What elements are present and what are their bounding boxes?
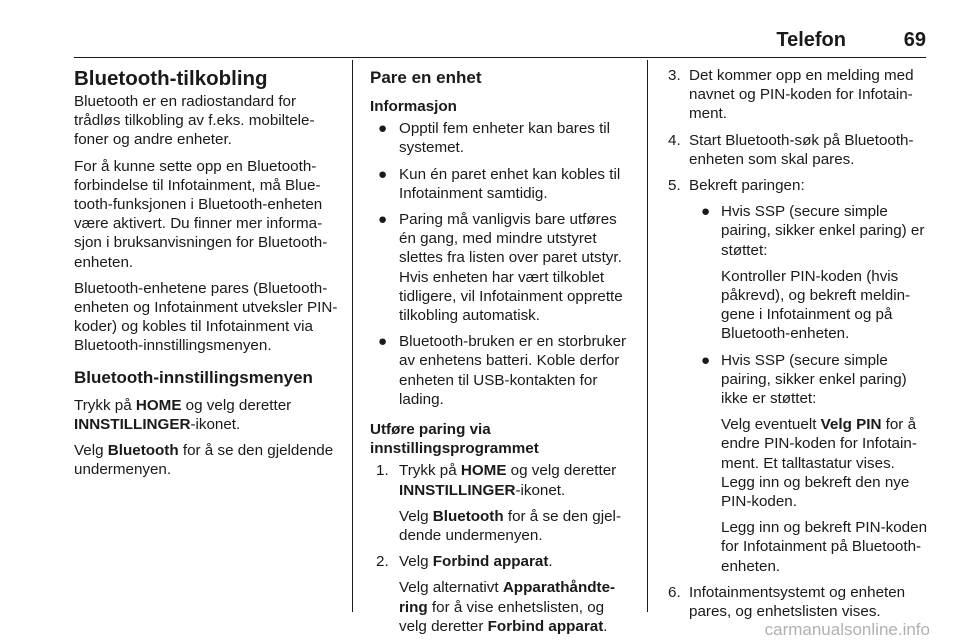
page-number: 69 [903, 29, 926, 51]
info-title: Informasjon [370, 98, 457, 115]
chapter-title: Telefon [776, 29, 846, 51]
subsection-heading: Bluetooth-innstillingsmenyen [74, 367, 313, 387]
step-item: 5. Bekreft paringen: ● Hvis SSP (secure simple pairing, sikker enkel paring) er støttet: Kontroller PIN-koden (hvis påkrevd), og bekreft meldingene i Infotainment og på Bluetooth-enheten. ● Hvis SSP (secure simple pairing, sikker enkel paring) ikke er støttet: Velg eventuelt Velg PIN for å endre PIN-koden for Infotainment. Et talltastatur vises. Legg inn og bekreft den nye PIN-koden. Legg inn og bekreft PIN-koden for Infotainment på Bluetooth-enheten. [668, 176, 930, 576]
watermark: carmanualsonline.info [764, 620, 930, 639]
page-header [74, 24, 926, 58]
list-item: ● Bluetooth-bruken er en storbruker av enhetens batteri. Koble derfor enheten til USB-kontakten for lading. [378, 333, 627, 408]
list-item: ● Hvis SSP (secure simple pairing, sikker enkel paring) ikke er støttet: Velg eventuelt Velg PIN for å endre PIN-koden for Infotainment. Et talltastatur vises. Legg inn og bekreft den nye PIN-koden. Legg inn og bekreft PIN-koden for Infotainment på Bluetooth-enheten. [701, 351, 928, 575]
bullet-icon: ● [378, 333, 388, 351]
step-item: 2. Velg Forbind apparat. Velg alternativt Apparathåndtering for å vise enhetslisten, og velg deretter Forbind apparat. [376, 553, 616, 635]
step-item: 1. Trykk på HOME og velg deretter INNSTILLINGER-ikonet. Velg Bluetooth for å se den gjeldende undermenyen. [376, 462, 621, 545]
step-item: 3. Det kommer opp en melding med navnet og PIN-koden for Infotainment. [668, 67, 914, 123]
step-item: 4. Start Bluetooth-søk på Bluetooth-enheten som skal pares. [668, 131, 914, 168]
header-divider [74, 57, 926, 58]
paragraph: Velg Bluetooth for å se den gjeldende undermenyen. [74, 442, 334, 479]
column-right [668, 66, 930, 628]
paragraph: Bluetooth er en radiostandard for trådløs tilkobling av f.eks. mobiltelefoner og andre enheter. [74, 93, 315, 149]
paragraph: Trykk på HOME og velg deretter INNSTILLINGER-ikonet. [74, 396, 292, 433]
step-item: 6. Infotainmentsystemt og enheten pares, og enhetslisten vises. [668, 583, 906, 621]
column-middle [370, 62, 636, 643]
procedure-title: Utføre paring via innstillingsprogrammet [370, 421, 539, 458]
paragraph: For å kunne sette opp en Bluetooth-forbindelse til Infotainment, må Bluetooth-funksjonen i Bluetooth-enheten være aktivert. Du finner mer informasjon i bruksanvisningen for Bluetooth-enheten. [74, 157, 328, 271]
bullet-icon: ● [378, 120, 388, 138]
column-divider-1 [352, 60, 353, 612]
section-heading: Pare en enhet [370, 68, 482, 87]
bullet-icon: ● [378, 165, 388, 183]
bullet-icon: ● [701, 351, 711, 369]
bullet-icon: ● [378, 211, 388, 229]
list-item: ● Kun én paret enhet kan kobles til Infotainment samtidig. [378, 165, 621, 202]
list-item: ● Hvis SSP (secure simple pairing, sikker enkel paring) er støttet: Kontroller PIN-koden (hvis påkrevd), og bekreft meldingene i Infotainment og på Bluetooth-enheten. [701, 203, 925, 343]
paragraph: Bluetooth-enhetene pares (Bluetooth-enheten og Infotainment utveksler PIN-koder) og kobles til Infotainment via Bluetooth-innstillingsmenyen. [74, 279, 338, 355]
section-heading: Bluetooth-tilkobling [74, 67, 268, 90]
list-item: ● Opptil fem enheter kan bares til systemet. [378, 120, 611, 157]
bullet-icon: ● [701, 203, 711, 221]
column-left [74, 62, 342, 486]
column-divider-2 [647, 60, 648, 612]
list-item: ● Paring må vanligvis bare utføres én gang, med mindre utstyret slettes fra listen over paret utstyr. Hvis enheten har vært tilkoblet tidligere, vil Infotainment opprette tilkobling automatisk. [378, 211, 623, 325]
